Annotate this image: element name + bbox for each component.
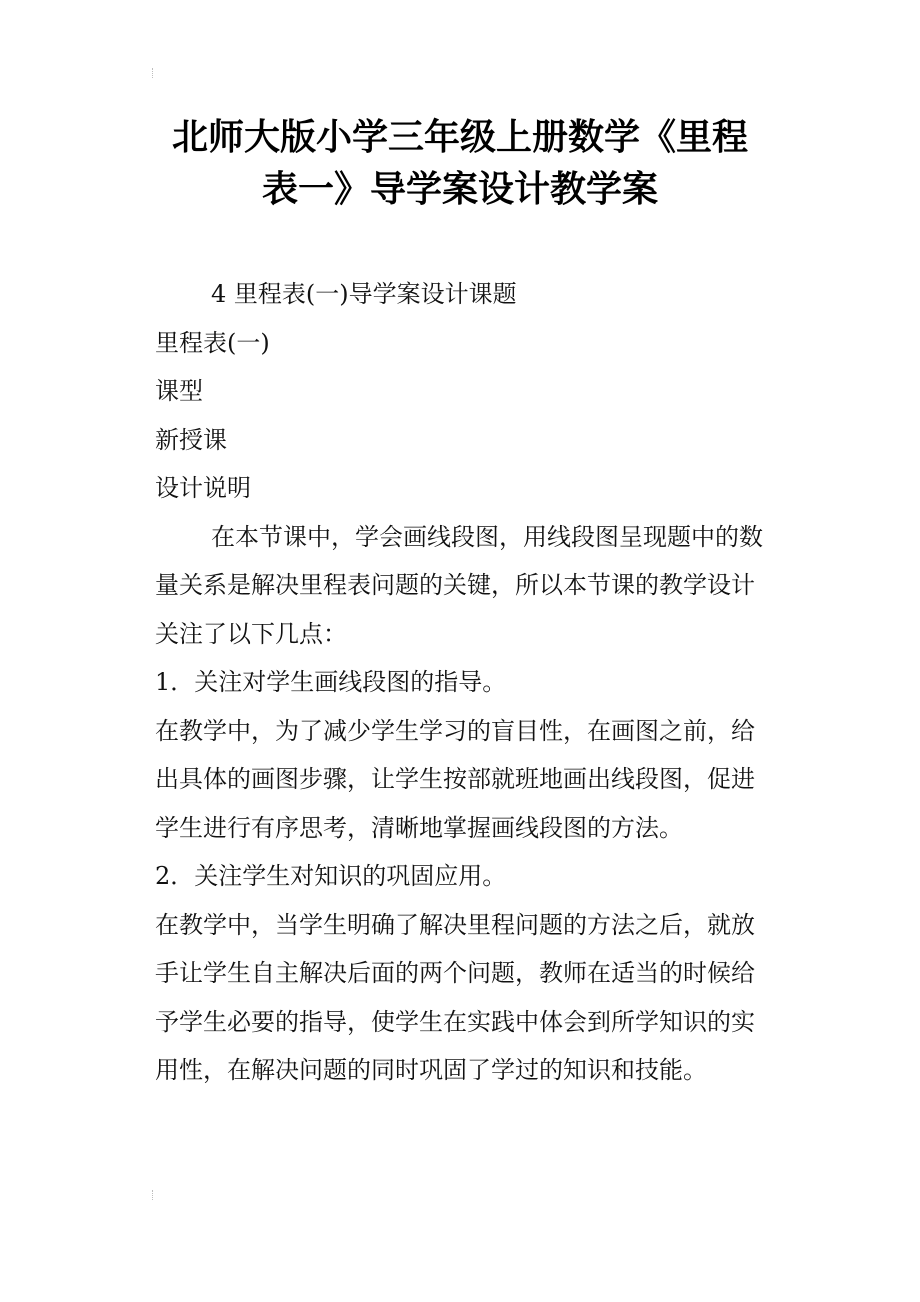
point-1-heading: 1．关注对学生画线段图的指导。 <box>155 668 507 696</box>
lesson-heading: 4 里程表(一)导学案设计课题 <box>211 280 517 308</box>
lesson-type-label: 课型 <box>155 377 203 405</box>
crop-mark-top <box>152 68 156 78</box>
lesson-topic: 里程表(一) <box>155 328 270 357</box>
lesson-type-value: 新授课 <box>155 425 227 454</box>
document-title <box>110 112 810 216</box>
crop-mark-bottom <box>152 1190 156 1200</box>
title-line-2: 表一》导学案设计教学案 <box>261 169 658 210</box>
design-notes-label: 设计说明 <box>155 474 251 502</box>
design-notes-intro: 在本节课中，学会画线段图，用线段图呈现题中的数量关系是解决里程表问题的关键，所以本节课的教学设计关注了以下几点： <box>155 522 763 648</box>
document-body <box>155 270 775 1095</box>
point-2-heading: 2．关注学生对知识的巩固应用。 <box>155 862 507 890</box>
point-2-text: 在教学中，当学生明确了解决里程问题的方法之后，就放手让学生自主解决后面的两个问题，教师在适当的时候给予学生必要的指导，使学生在实践中体会到所学知识的实用性，在解决问题的同时巩固了学过的知识和技能。 <box>155 910 755 1084</box>
title-line-1: 北师大版小学三年级上册数学《里程 <box>171 117 748 158</box>
point-1-text: 在教学中，为了减少学生学习的盲目性，在画图之前，给出具体的画图步骤，让学生按部就班地画出线段图，促进学生进行有序思考，清晰地掌握画线段图的方法。 <box>155 716 755 842</box>
